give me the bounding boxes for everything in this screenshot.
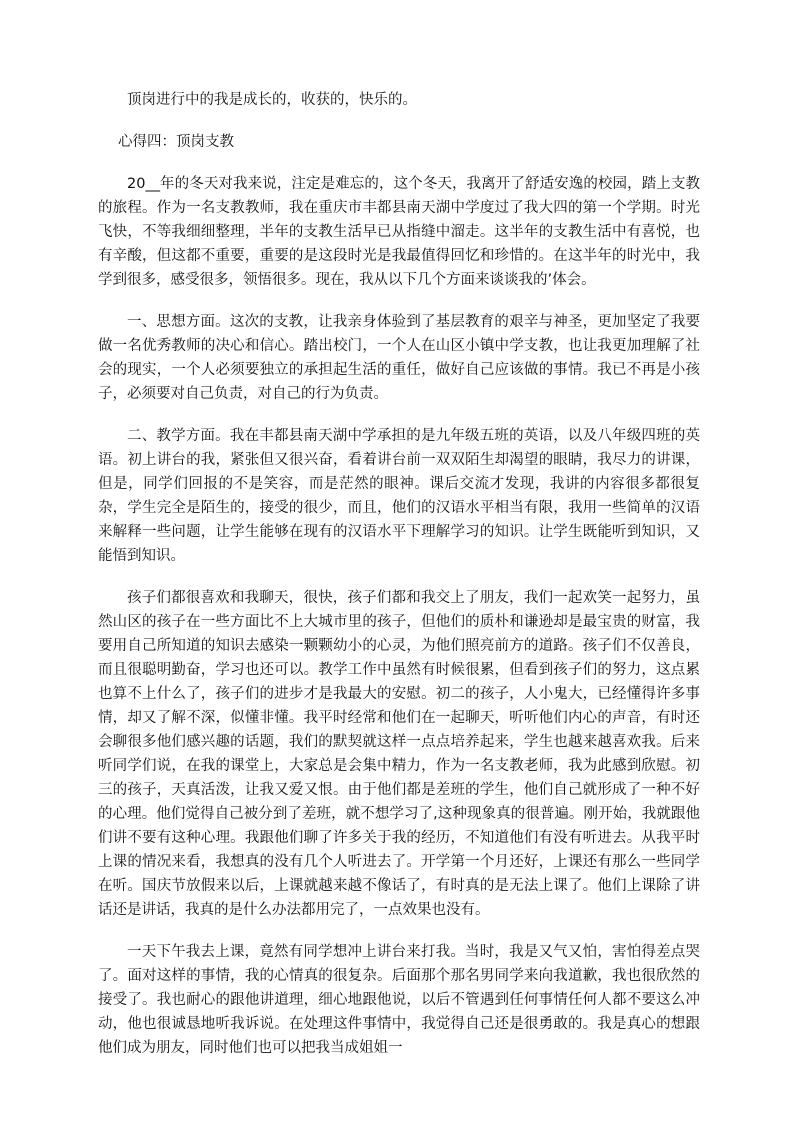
paragraph-teaching: 二、教学方面。我在丰都县南天湖中学承担的是九年级五班的英语，以及八年级四班的英语。初上讲台的我，紧张但又很兴奋，看着讲台前一双双陌生却渴望的眼睛，我尽力的讲课，但是，同学们回报的不是笑容，而是茫然的眼神。课后交流才发现，我讲的内容很多都很复杂，学生完全是陌生的，接受的很少，而且，他们的汉语水平相当有限，我用一些简单的汉语来解释一些问题，让学生能够在现有的汉语水平下理解学习的知识。让学生既能听到知识，又能悟到知识。 [98,428,700,564]
section-heading: 心得四：顶岗支教 [118,134,234,150]
paragraph-incident: 一天下午我去上课，竟然有同学想冲上讲台来打我。当时，我是又气又怕，害怕得差点哭了。面对这样的事情，我的心情真的很复杂。后面那个那名男同学来向我道歉，我也很欣然的接受了。我也耐心的跟他讲道理，细心地跟他说，以后不管遇到任何事情任何人都不要这么冲动，他也很诚恳地听我诉说。在处理这件事情中，我觉得自己还是很勇敢的。我是真心的想跟他们成为朋友，同时他们也可以把我当成姐姐一 [98,944,700,1056]
document-page [98,88,700,1078]
paragraph-intro: 20__年的冬天对我来说，注定是难忘的，这个冬天，我离开了舒适安逸的校园，踏上支教的旅程。作为一名支教教师，我在重庆市丰都县南天湖中学度过了我大四的第一个学期。时光飞快，不等我细细整理，半年的支教生活早已从指缝中溜走。这半年的支教生活中有喜悦，也有辛酸，但这都不重要，重要的是这段时光是我最值得回忆和珍惜的。在这半年的时光中，我学到很多，感受很多，领悟很多。现在，我从以下几个方面来谈谈我的’体会。 [98,176,700,288]
paragraph-thinking: 一、思想方面。这次的支教，让我亲身体验到了基层教育的艰辛与神圣，更加坚定了我要做一名优秀教师的决心和信心。踏出校门，一个人在山区小镇中学支教，也让我更加理解了社会的现实，一个人必须要独立的承担起生活的重任，做好自己应该做的事情。我已不再是小孩子，必须要对自己负责，对自己的行为负责。 [98,314,700,402]
paragraph-closing-line: 顶岗进行中的我是成长的，收获的，快乐的。 [127,92,417,108]
paragraph-students: 孩子们都很喜欢和我聊天，很快，孩子们都和我交上了朋友，我们一起欢笑一起努力，虽然山区的孩子在一些方面比不上大城市里的孩子，但他们的质朴和谦逊却是最宝贵的财富，我要用自己所知道的知识去感染一颗颗幼小的心灵，为他们照亮前方的道路。孩子们不仅善良，而且很聪明勤奋，学习也还可以。教学工作中虽然有时候很累，但看到孩子们的努力，这点累也算不上什么了，孩子们的进步才是我最大的安慰。初二的孩子，人小鬼大，已经懂得许多事情，却又了解不深，似懂非懂。我平时经常和他们在一起聊天，听听他们内心的声音，有时还会聊很多他们感兴趣的话题，我们的默契就这样一点点培养起来，学生也越来越喜欢我。后来听同学们说，在我的课堂上，大家总是会集中精力，作为一名支教老师，我为此感到欣慰。初三的孩子，天真活泼，让我又爱又恨。由于他们都是差班的学生，他们自己就形成了一种不好的心理。他们觉得自己被分到了差班，就不想学习了,这种现象真的很普遍。刚开始，我就跟他们讲不要有这种心理。我跟他们聊了许多关于我的经历，不知道他们有没有听进去。从我平时上课的情况来看，我想真的没有几个人听进去了。开学第一个月还好，上课还有那么一些同学在听。国庆节放假来以后，上课就越来越不像话了，有时真的是无法上课了。他们上课除了讲话还是讲话，我真的是什么办法都用完了，一点效果也没有。 [98,590,700,918]
